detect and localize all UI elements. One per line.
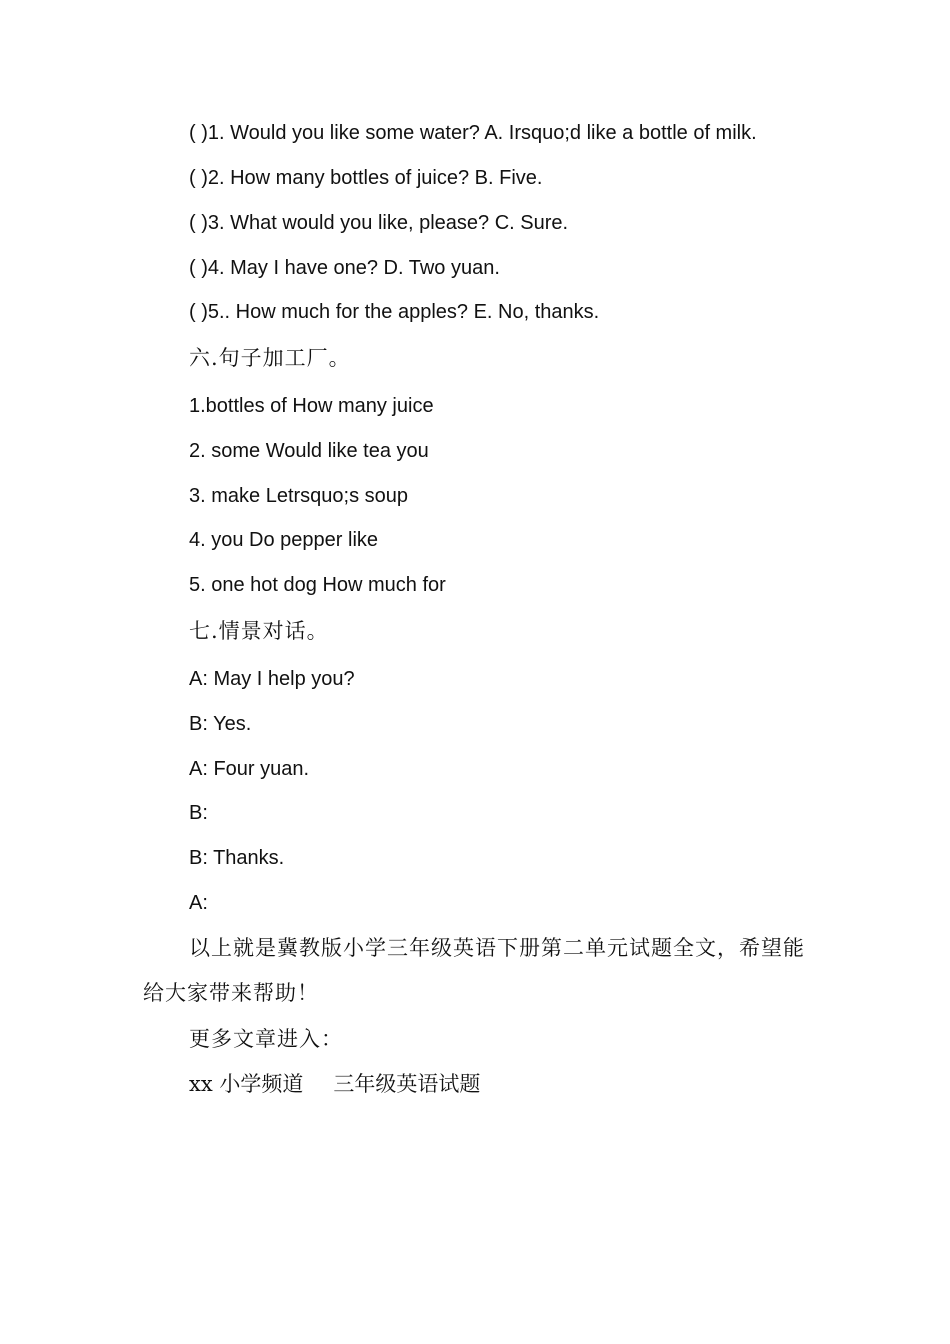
reorder-item-5: 5. one hot dog How much for bbox=[189, 574, 446, 596]
dialogue-line-2: B: Yes. bbox=[189, 713, 252, 735]
dialogue-line-5: B: Thanks. bbox=[189, 847, 285, 869]
dialogue-line-4: B: bbox=[189, 802, 208, 824]
reorder-item-2: 2. some Would like tea you bbox=[189, 440, 429, 462]
matching-item-3: ( )3. What would you like, please? C. Sure. bbox=[189, 212, 569, 234]
more-articles-label: 更多文章进入： bbox=[189, 1027, 343, 1051]
matching-item-1: ( )1. Would you like some water? A. Irsquo;d like a bottle of milk. bbox=[189, 122, 757, 144]
matching-item-2: ( )2. How many bottles of juice? B. Five. bbox=[189, 167, 543, 189]
closing-paragraph: 以上就是冀教版小学三年级英语下册第二单元试题全文，希望能给大家带来帮助！ bbox=[143, 936, 805, 1005]
matching-item-4: ( )4. May I have one? D. Two yuan. bbox=[189, 257, 500, 279]
dialogue-line-6: A: bbox=[189, 892, 208, 914]
reorder-item-4: 4. you Do pepper like bbox=[189, 529, 379, 551]
link-grade3-english-tests[interactable]: 三年级英语试题 bbox=[333, 1072, 481, 1096]
link-primary-school-channel[interactable]: xx 小学频道 bbox=[189, 1072, 304, 1096]
dialogue-line-3: A: Four yuan. bbox=[189, 758, 310, 780]
matching-item-5: ( )5.. How much for the apples? E. No, thanks. bbox=[189, 301, 600, 323]
section-7-heading: 七.情景对话。 bbox=[189, 619, 329, 643]
more-links bbox=[189, 1071, 480, 1098]
dialogue-line-1: A: May I help you? bbox=[189, 668, 355, 690]
reorder-item-3: 3. make Letrsquo;s soup bbox=[189, 485, 409, 507]
reorder-item-1: 1.bottles of How many juice bbox=[189, 395, 434, 417]
section-6-heading: 六.句子加工厂。 bbox=[189, 346, 351, 370]
